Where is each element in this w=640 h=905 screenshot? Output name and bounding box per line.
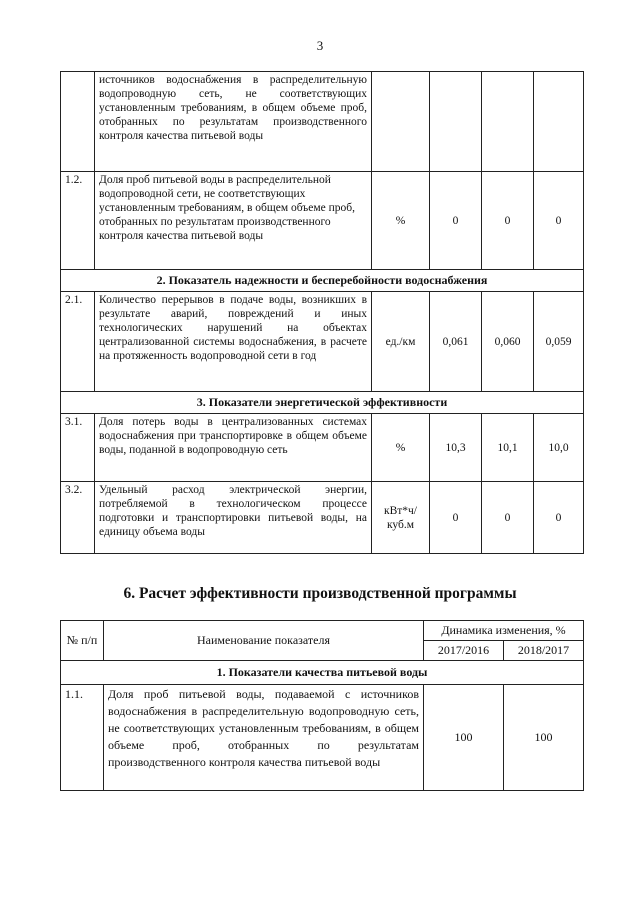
row-index — [61, 72, 95, 172]
table-row — [61, 72, 584, 172]
header-dynamics: Динамика изменения, % — [424, 621, 584, 641]
row-value-1: 10,3 — [430, 414, 482, 482]
efficiency-table — [60, 620, 584, 791]
row-index: 3.1. — [61, 414, 95, 482]
row-value-2: 100 — [504, 685, 584, 791]
row-unit: ед./км — [372, 292, 430, 392]
row-value-1 — [430, 72, 482, 172]
table-row — [61, 482, 584, 554]
row-text: Доля потерь воды в централизованных системах водоснабжения при транспортировке в общем объеме воды, поданной в водопроводную сеть — [95, 414, 372, 482]
section-row — [61, 661, 584, 685]
section-title: 3. Показатели энергетической эффективности — [61, 392, 584, 414]
header-row — [61, 621, 584, 641]
section-row — [61, 392, 584, 414]
header-year-1: 2017/2016 — [424, 641, 504, 661]
indicators-table — [60, 71, 584, 554]
row-value-1: 0,061 — [430, 292, 482, 392]
row-value-3: 0 — [534, 172, 584, 270]
header-number: № п/п — [61, 621, 104, 661]
row-unit — [372, 72, 430, 172]
row-value-3: 0 — [534, 482, 584, 554]
table-row — [61, 292, 584, 392]
row-value-2: 0,060 — [482, 292, 534, 392]
row-value-3: 0,059 — [534, 292, 584, 392]
row-value-3: 10,0 — [534, 414, 584, 482]
row-value-2 — [482, 72, 534, 172]
section-row — [61, 270, 584, 292]
row-value-1: 0 — [430, 172, 482, 270]
row-index: 1.1. — [61, 685, 104, 791]
page-number: 3 — [316, 38, 324, 53]
row-value-1: 0 — [430, 482, 482, 554]
row-text: Доля проб питьевой воды, подаваемой с источников водоснабжения в распределительную водопроводную сеть, не соответствующих установленным требованиям, в общем объеме проб, отобранных по результатам производственного контроля качества питьевой воды — [104, 685, 424, 791]
row-text: Удельный расход электрической энергии, потребляемой в технологическом процессе подготовки и транспортировки питьевой воды, на единицу объема воды — [95, 482, 372, 554]
table-row — [61, 172, 584, 270]
row-unit: кВт*ч/ куб.м — [372, 482, 430, 554]
section-heading: 6. Расчет эффективности производственной программы — [123, 585, 517, 602]
row-text: Доля проб питьевой воды в распределительной водопроводной сети, не соответствующих установленным требованиям, в общем объеме проб, отобранных по результатам производственного контроля качества питьевой воды — [95, 172, 372, 270]
table-row — [61, 414, 584, 482]
row-index: 2.1. — [61, 292, 95, 392]
row-unit: % — [372, 414, 430, 482]
header-year-2: 2018/2017 — [504, 641, 584, 661]
header-name: Наименование показателя — [104, 621, 424, 661]
row-text: Количество перерывов в подаче воды, возникших в результате аварий, повреждений и иных технологических нарушений на объектах централизованной системы водоснабжения, в расчете на протяженность водопроводной сети в год — [95, 292, 372, 392]
section-title: 1. Показатели качества питьевой воды — [61, 661, 584, 685]
section-title: 2. Показатель надежности и бесперебойности водоснабжения — [61, 270, 584, 292]
row-value-2: 0 — [482, 482, 534, 554]
row-value-2: 10,1 — [482, 414, 534, 482]
row-index: 3.2. — [61, 482, 95, 554]
row-index: 1.2. — [61, 172, 95, 270]
row-unit: % — [372, 172, 430, 270]
row-text: источников водоснабжения в распределительную водопроводную сеть, не соответствующих установленным требованиям, в общем объеме проб, отобранных по результатам производственного контроля качества питьевой воды — [95, 72, 372, 172]
row-value-1: 100 — [424, 685, 504, 791]
table-row — [61, 685, 584, 791]
row-value-3 — [534, 72, 584, 172]
row-value-2: 0 — [482, 172, 534, 270]
